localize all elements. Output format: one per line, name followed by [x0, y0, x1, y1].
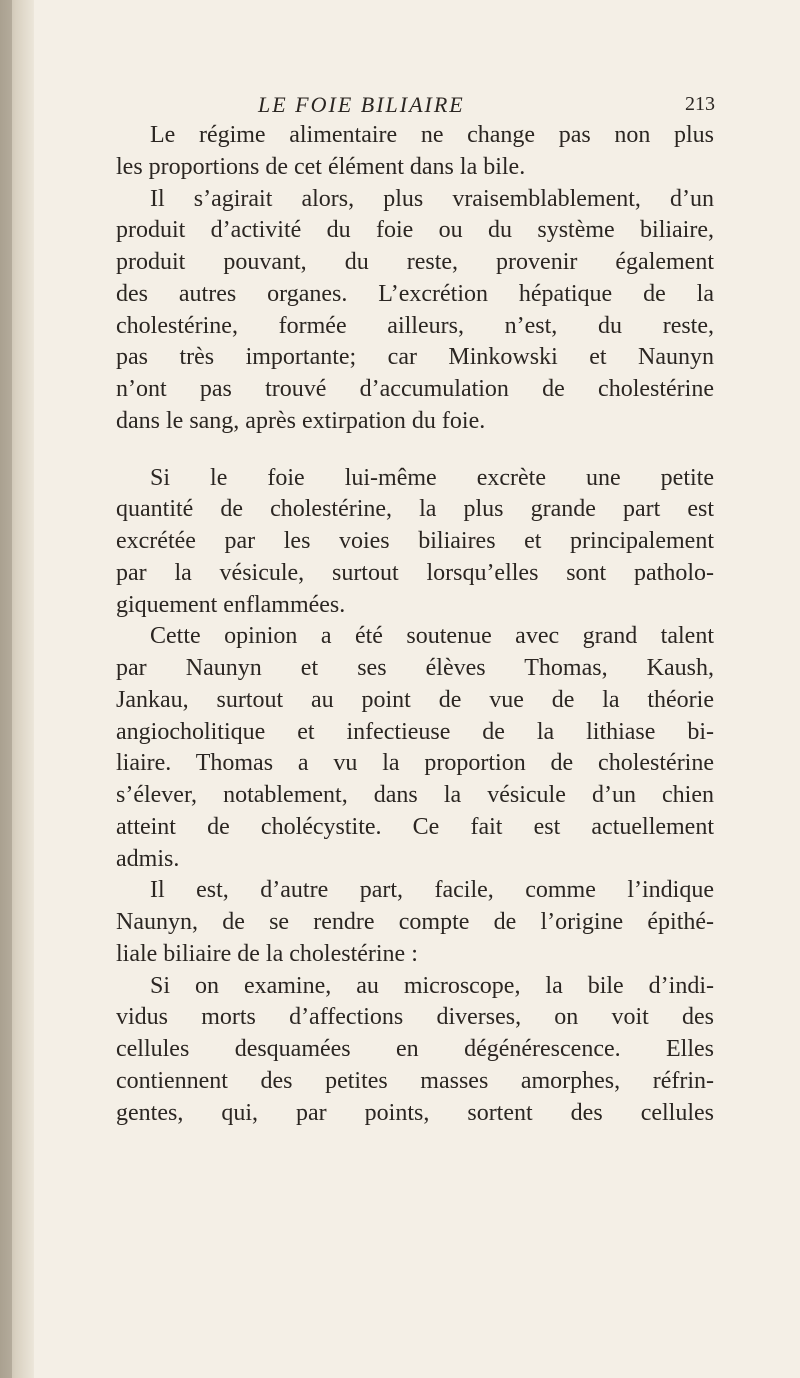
text-line: n’ont pas trouvé d’accumulation de cholestérine	[116, 376, 714, 402]
text-line: quantité de cholestérine, la plus grande part est	[116, 496, 714, 523]
text-line: produit d’activité du foie ou du système biliaire,	[116, 217, 714, 244]
text-line: des autres organes. L’excrétion hépatique de la	[116, 280, 714, 307]
text-line: excrétée par les voies biliaires et principalement	[116, 528, 714, 554]
text-line: Jankau, surtout au point de vue de la théorie	[116, 686, 714, 713]
text-line: Naunyn, de se rendre compte de l’origine épithé-	[116, 909, 714, 935]
text-line: angiocholitique et infectieuse de la lithiase bi-	[116, 718, 714, 745]
text-line: Si le foie lui-même excrète une petite	[150, 464, 714, 491]
text-line: les proportions de cet élément dans la bile.	[116, 153, 526, 180]
body-text	[116, 120, 714, 1129]
text-line: Cette opinion a été soutenue avec grand talent	[150, 623, 714, 650]
text-line: atteint de cholécystite. Ce fait est actuellement	[116, 813, 714, 840]
text-line: s’élever, notablement, dans la vésicule d’un chien	[116, 782, 714, 808]
text-line: Le régime alimentaire ne change pas non plus	[150, 122, 714, 148]
text-line: cellules desquamées en dégénérescence. Elles	[116, 1036, 714, 1062]
text-line: pas très importante; car Minkowski et Naunyn	[116, 344, 714, 371]
text-line: vidus morts d’affections diverses, on voit des	[116, 1004, 714, 1031]
text-line: Il s’agirait alors, plus vraisemblablement, d’un	[150, 185, 714, 212]
text-line: produit pouvant, du reste, provenir également	[116, 249, 714, 275]
text-line: Si on examine, au microscope, la bile d’indi-	[150, 972, 714, 999]
text-line: par la vésicule, surtout lorsqu’elles sont patholo-	[116, 559, 714, 586]
text-line: contiennent des petites masses amorphes, réfrin-	[116, 1067, 714, 1094]
text-line: Il est, d’autre part, facile, comme l’indique	[150, 877, 714, 904]
paragraph-gap	[116, 438, 714, 463]
text-line: admis.	[116, 845, 180, 872]
text-line: par Naunyn et ses élèves Thomas, Kaush,	[116, 655, 714, 681]
text-line: cholestérine, formée ailleurs, n’est, du reste,	[116, 312, 714, 339]
text-line: liale biliaire de la cholestérine :	[116, 940, 418, 967]
page-number: 213	[685, 93, 715, 115]
text-line: gentes, qui, par points, sortent des cellules	[116, 1099, 714, 1126]
text-line: dans le sang, après extirpation du foie.	[116, 407, 486, 434]
binding-shadow	[0, 0, 12, 1378]
text-line: liaire. Thomas a vu la proportion de cholestérine	[116, 750, 714, 777]
running-title: LE FOIE BILIAIRE	[258, 92, 465, 117]
text-line: giquement enflammées.	[116, 591, 346, 618]
